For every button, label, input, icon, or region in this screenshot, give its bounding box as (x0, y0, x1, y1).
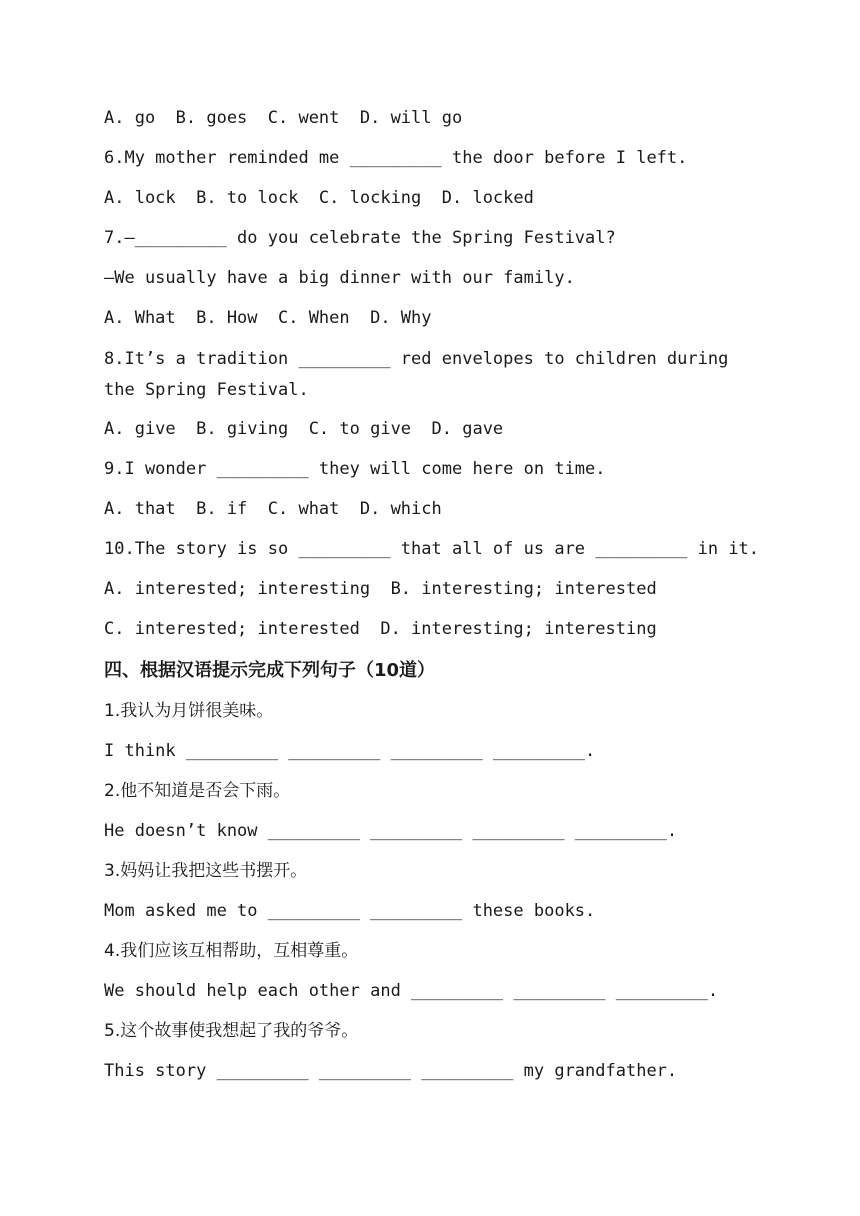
section4-heading: 四、根据汉语提示完成下列句子（10道） (104, 660, 436, 681)
q9-question: 9.I wonder _________ they will come here on time. (104, 459, 606, 479)
q8-question: 8.It’s a tradition _________ red envelopes to children during the Spring Festival. (104, 349, 739, 400)
q5-options: A. go B. goes C. went D. will go (104, 108, 463, 128)
s4-q2-chinese: 2.他不知道是否会下雨。 (104, 781, 291, 801)
s4-q5-chinese: 5.这个故事使我想起了我的爷爷。 (104, 1021, 359, 1041)
q6-question: 6.My mother reminded me _________ the door before I left. (104, 148, 688, 168)
q7-options: A. What B. How C. When D. Why (104, 308, 432, 328)
q6-options: A. lock B. to lock C. locking D. locked (104, 188, 534, 208)
s4-q2-english: He doesn’t know _________ _________ _________ _________. (104, 821, 678, 841)
s4-q5-english: This story _________ _________ _________ my grandfather. (104, 1061, 678, 1081)
s4-q1-chinese: 1.我认为月饼很美味。 (104, 701, 274, 721)
q9-options: A. that B. if C. what D. which (104, 499, 442, 519)
s4-q1-english: I think _________ _________ _________ _________. (104, 741, 596, 761)
s4-q4-english: We should help each other and _________ _________ _________. (104, 981, 719, 1001)
q7-answer: —We usually have a big dinner with our family. (104, 268, 575, 288)
q7-question: 7.—_________ do you celebrate the Spring Festival? (104, 228, 616, 248)
s4-q4-chinese: 4.我们应该互相帮助，互相尊重。 (104, 941, 359, 961)
s4-q3-chinese: 3.妈妈让我把这些书摆开。 (104, 861, 308, 881)
q8-options: A. give B. giving C. to give D. gave (104, 419, 504, 439)
q10-question: 10.The story is so _________ that all of us are _________ in it. (104, 539, 760, 559)
worksheet-page (104, 104, 764, 1097)
q10-options-cd: C. interested; interested D. interesting; interesting (104, 619, 657, 639)
q10-options-ab: A. interested; interesting B. interesting; interested (104, 579, 657, 599)
s4-q3-english: Mom asked me to _________ _________ these books. (104, 901, 596, 921)
